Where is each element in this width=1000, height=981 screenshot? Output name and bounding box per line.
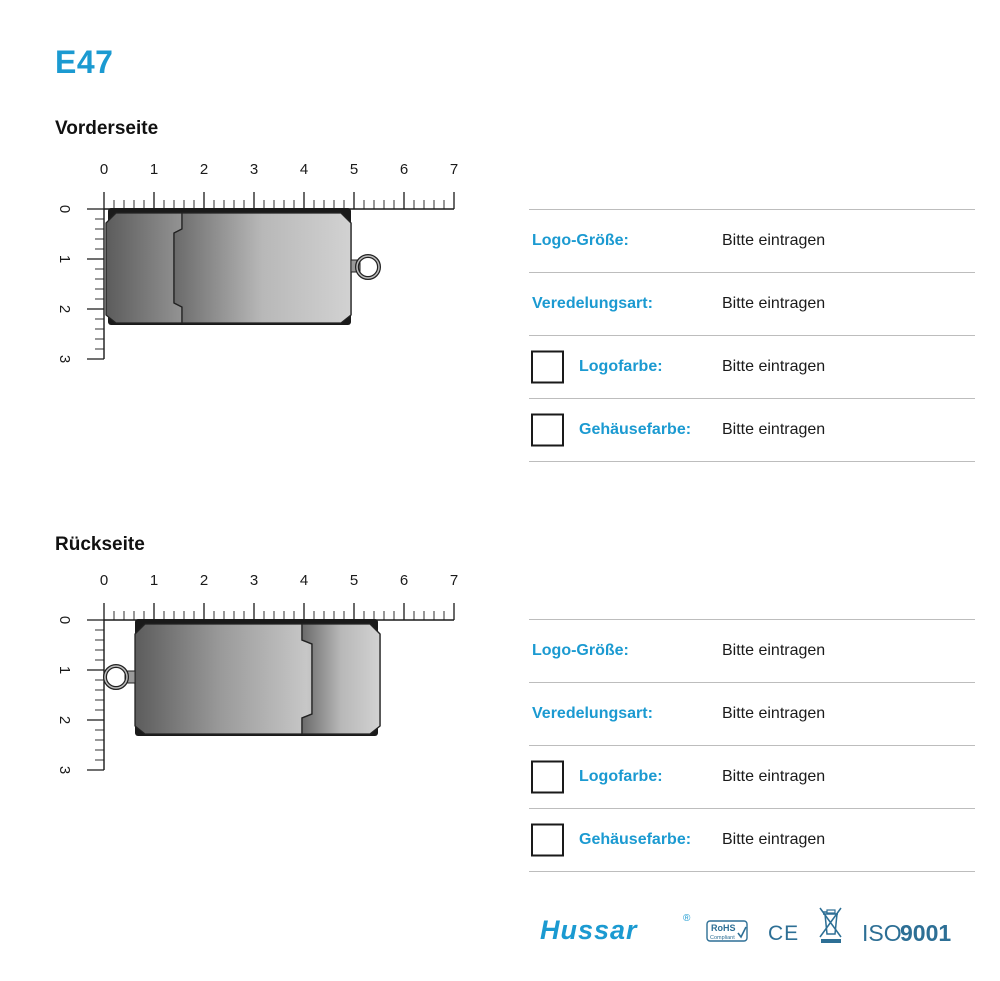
spec-label: Logo-Größe: — [532, 232, 629, 249]
spec-row-housing-color — [529, 809, 975, 872]
back-ruler-x-tick-label: 0 — [99, 572, 109, 589]
back-ruler-x-tick-label: 1 — [149, 572, 159, 589]
logo-color-checkbox[interactable] — [531, 351, 564, 384]
product-code: E47 — [55, 44, 114, 80]
front-ruler-x-tick-label: 5 — [349, 161, 359, 178]
spec-row-logo-size — [529, 210, 975, 273]
spec-row-logo-color — [529, 336, 975, 399]
back-ruler-x-tick-label: 2 — [199, 572, 209, 589]
back-ruler — [50, 566, 470, 786]
spec-value[interactable]: Bitte eintragen — [722, 768, 826, 785]
back-usb-illustration — [105, 619, 380, 736]
iso-9001-icon — [862, 920, 951, 946]
back-ruler-x-tick-label: 4 — [299, 572, 309, 589]
certification-logos — [540, 900, 970, 950]
rohs-compliant-icon — [707, 921, 747, 941]
spec-value[interactable]: Bitte eintragen — [722, 295, 826, 312]
front-ruler-y-tick-label: 1 — [56, 254, 73, 264]
spec-value[interactable]: Bitte eintragen — [722, 232, 826, 249]
hussar-logo — [540, 913, 691, 945]
spec-value[interactable]: Bitte eintragen — [722, 831, 826, 848]
back-ruler-x-tick-label: 7 — [449, 572, 459, 589]
front-usb-illustration — [106, 208, 379, 325]
spec-label: Veredelungsart: — [532, 295, 653, 312]
spec-value[interactable]: Bitte eintragen — [722, 358, 826, 375]
spec-row-logo-color — [529, 746, 975, 809]
spec-row-logo-size — [529, 620, 975, 683]
spec-label: Gehäusefarbe: — [579, 421, 692, 438]
spec-label: Gehäusefarbe: — [579, 831, 692, 848]
spec-label: Veredelungsart: — [532, 705, 653, 722]
spec-row-finishing — [529, 683, 975, 746]
ce-label: CE — [768, 922, 800, 945]
spec-label: Logofarbe: — [579, 358, 663, 375]
back-heading: Rückseite — [55, 534, 145, 555]
front-ruler-x-tick-label: 1 — [149, 161, 159, 178]
weee-bin-icon — [820, 908, 841, 943]
front-ruler-x-tick-label: 4 — [299, 161, 309, 178]
iso-prefix: ISO — [862, 920, 902, 946]
back-ruler-y-tick-label: 3 — [56, 765, 73, 775]
spec-value[interactable]: Bitte eintragen — [722, 421, 826, 438]
front-ruler-y-tick-label: 3 — [56, 354, 73, 364]
front-ruler-x-tick-label: 7 — [449, 161, 459, 178]
housing-color-checkbox[interactable] — [531, 824, 564, 857]
brand-registered-mark: ® — [683, 913, 691, 924]
rohs-label: RoHS — [711, 923, 736, 933]
front-ruler-x-tick-label: 2 — [199, 161, 209, 178]
spec-row-housing-color — [529, 399, 975, 462]
spec-label: Logofarbe: — [579, 768, 663, 785]
back-ruler-x-tick-label: 5 — [349, 572, 359, 589]
spec-value[interactable]: Bitte eintragen — [722, 642, 826, 659]
front-ruler-y-tick-label: 0 — [56, 204, 73, 214]
front-ruler-y-tick-label: 2 — [56, 304, 73, 314]
iso-number: 9001 — [900, 920, 952, 946]
logo-color-checkbox[interactable] — [531, 761, 564, 794]
spec-row-finishing — [529, 273, 975, 336]
back-spec-table — [529, 619, 975, 872]
back-ruler-x-tick-label: 3 — [249, 572, 259, 589]
back-ruler-y-tick-label: 0 — [56, 615, 73, 625]
rohs-sublabel: Compliant — [710, 935, 735, 941]
housing-color-checkbox[interactable] — [531, 414, 564, 447]
front-ruler — [50, 155, 470, 375]
back-ruler-y-tick-label: 2 — [56, 715, 73, 725]
brand-name: Hussar — [540, 915, 638, 945]
front-spec-table — [529, 209, 975, 462]
front-ruler-x-tick-label: 3 — [249, 161, 259, 178]
spec-label: Logo-Größe: — [532, 642, 629, 659]
back-ruler-x-tick-label: 6 — [399, 572, 409, 589]
back-ruler-y-tick-label: 1 — [56, 665, 73, 675]
front-heading: Vorderseite — [55, 118, 159, 139]
ce-mark-icon — [768, 922, 799, 945]
front-ruler-x-tick-label: 0 — [99, 161, 109, 178]
spec-value[interactable]: Bitte eintragen — [722, 705, 826, 722]
front-ruler-x-tick-label: 6 — [399, 161, 409, 178]
